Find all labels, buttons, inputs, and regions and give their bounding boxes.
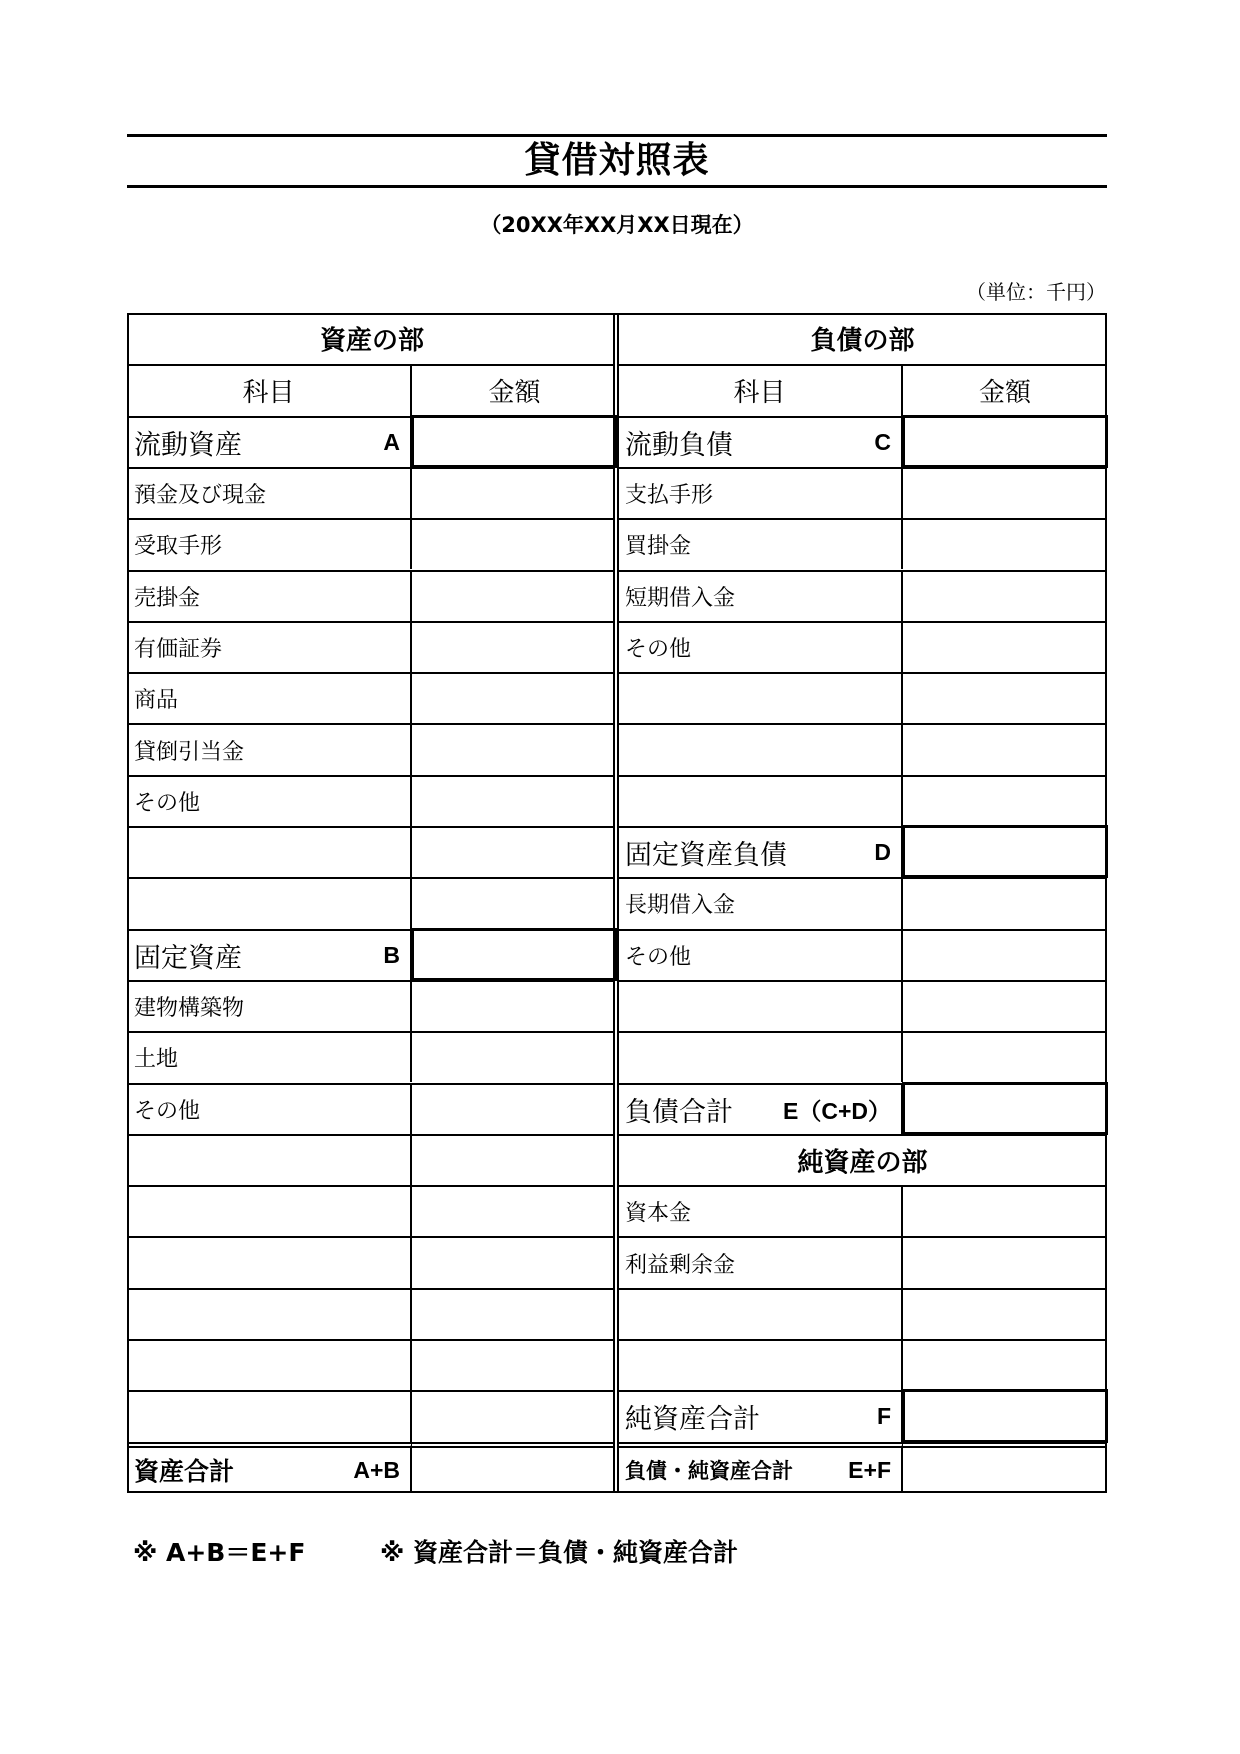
amount-field[interactable] (903, 570, 1107, 621)
account-name-cell (618, 518, 903, 569)
liabilities-section-title: 負債の部 (810, 326, 915, 357)
amount-field[interactable] (412, 1236, 617, 1287)
amount-field[interactable] (412, 1185, 617, 1236)
table-row (618, 1288, 1107, 1339)
table-row (127, 467, 617, 518)
account-label: 長期借入金 (625, 893, 736, 919)
table-row (618, 1083, 1107, 1134)
table-row (618, 826, 1107, 877)
account-name-cell (127, 570, 412, 621)
account-name-cell (127, 1288, 412, 1339)
account-label: 短期借入金 (625, 585, 736, 611)
account-mark: E+F (848, 1456, 891, 1483)
table-row (127, 877, 617, 928)
subtotal-amount-field[interactable] (903, 826, 1107, 877)
account-label: 預金及び現金 (134, 483, 267, 509)
account-mark: A (383, 428, 400, 455)
table-row (618, 877, 1107, 928)
account-name-cell (127, 518, 412, 569)
account-mark: F (876, 1403, 891, 1430)
account-label: 負債・純資産合計 (625, 1459, 793, 1484)
footer-note-formula: ※ A+B＝E+F (133, 1538, 306, 1567)
account-name-cell (618, 416, 903, 467)
account-name-cell (618, 929, 903, 980)
account-name-cell (127, 467, 412, 518)
account-name-cell (127, 775, 412, 826)
account-name-cell (127, 929, 412, 980)
assets-column-header-row (127, 364, 617, 415)
account-name-cell (618, 775, 903, 826)
table-row (618, 416, 1107, 467)
amount-field[interactable] (412, 1339, 617, 1390)
liabilities-header-row (618, 313, 1107, 364)
table-row (618, 1236, 1107, 1287)
account-name-cell (618, 723, 903, 774)
title-rule-bottom (127, 185, 1107, 188)
amount-field[interactable] (412, 1442, 617, 1493)
account-name-cell (618, 1390, 903, 1441)
table-row (618, 621, 1107, 672)
amount-field[interactable] (903, 621, 1107, 672)
account-label: その他 (625, 944, 692, 970)
account-name-cell (618, 570, 903, 621)
table-row (127, 621, 617, 672)
account-label: 商品 (134, 688, 179, 714)
assets-total-row (127, 1442, 617, 1493)
table-row (618, 518, 1107, 569)
table-row (127, 416, 617, 467)
account-label: 純資産合計 (625, 1404, 760, 1436)
account-label: 買掛金 (625, 534, 692, 560)
liabilities-section (618, 313, 1107, 1493)
account-name-cell (127, 980, 412, 1031)
account-label: 資産合計 (134, 1457, 235, 1487)
subtotal-amount-field[interactable] (903, 1083, 1107, 1134)
table-row (618, 467, 1107, 518)
amount-field[interactable] (903, 467, 1107, 518)
amount-field[interactable] (412, 723, 617, 774)
assets-section-title: 資産の部 (319, 326, 424, 357)
net-assets-header-row (618, 1134, 1107, 1185)
account-name-cell (127, 1031, 412, 1082)
account-label: 支払手形 (625, 483, 714, 509)
amount-field[interactable] (412, 1390, 617, 1441)
account-name-cell (618, 1031, 903, 1082)
account-label: 負債合計 (625, 1096, 733, 1128)
amount-field[interactable] (903, 1442, 1107, 1493)
liabilities-col-amount: 金額 (903, 364, 1107, 415)
amount-field[interactable] (412, 672, 617, 723)
table-row (618, 1185, 1107, 1236)
amount-field[interactable] (903, 877, 1107, 928)
amount-field[interactable] (903, 723, 1107, 774)
account-label: 有価証券 (134, 636, 223, 662)
account-name-cell (127, 1442, 412, 1493)
account-name-cell (127, 1134, 412, 1185)
amount-field[interactable] (412, 1031, 617, 1082)
table-row (127, 672, 617, 723)
assets-col-subject: 科目 (127, 364, 412, 415)
amount-field[interactable] (412, 621, 617, 672)
liabilities-col-subject: 科目 (618, 364, 903, 415)
account-name-cell (618, 1442, 903, 1493)
account-mark: B (383, 941, 400, 968)
grand-total-row (618, 1442, 1107, 1493)
amount-field[interactable] (412, 980, 617, 1031)
amount-field[interactable] (412, 1083, 617, 1134)
amount-field[interactable] (412, 518, 617, 569)
table-row (618, 929, 1107, 980)
account-name-cell (127, 416, 412, 467)
assets-col-amount: 金額 (412, 364, 617, 415)
amount-field[interactable] (903, 1339, 1107, 1390)
balance-sheet-table (127, 313, 1107, 1493)
table-row (127, 1031, 617, 1082)
assets-section (127, 313, 617, 1493)
account-name-cell (618, 672, 903, 723)
amount-field[interactable] (903, 518, 1107, 569)
account-mark: D (874, 839, 891, 866)
account-label: 固定資産 (134, 942, 242, 974)
amount-field[interactable] (903, 1185, 1107, 1236)
account-name-cell (127, 1185, 412, 1236)
table-row (127, 826, 617, 877)
account-name-cell (618, 877, 903, 928)
amount-field[interactable] (412, 826, 617, 877)
table-row (618, 672, 1107, 723)
center-double-divider (613, 313, 619, 1493)
table-row (127, 980, 617, 1031)
amount-field[interactable] (412, 775, 617, 826)
amount-field[interactable] (903, 929, 1107, 980)
account-name-cell (618, 621, 903, 672)
subtotal-amount-field[interactable] (903, 1390, 1107, 1441)
account-name-cell (618, 467, 903, 518)
account-label: 固定資産負債 (625, 840, 787, 872)
table-row (127, 1236, 617, 1287)
account-mark: A+B (353, 1456, 400, 1483)
table-row (618, 980, 1107, 1031)
account-label: 利益剰余金 (625, 1252, 736, 1278)
subtotal-amount-field[interactable] (412, 929, 617, 980)
account-name-cell (127, 1083, 412, 1134)
table-row (618, 1339, 1107, 1390)
account-label: 建物構築物 (134, 996, 245, 1022)
document-title: 貸借対照表 (524, 140, 710, 181)
account-name-cell (127, 1236, 412, 1287)
net-assets-section-title: 純資産の部 (618, 1134, 1107, 1185)
account-name-cell (127, 826, 412, 877)
table-row (127, 1288, 617, 1339)
table-row (618, 570, 1107, 621)
account-mark: C (874, 428, 891, 455)
account-label: 流動資産 (134, 429, 242, 461)
account-name-cell (618, 1236, 903, 1287)
account-label: 資本金 (625, 1201, 692, 1227)
table-row (127, 570, 617, 621)
amount-field[interactable] (412, 467, 617, 518)
account-name-cell (618, 826, 903, 877)
account-mark: E（C+D） (783, 1097, 891, 1124)
assets-header-row (127, 313, 617, 364)
account-name-cell (127, 877, 412, 928)
account-name-cell (127, 1390, 412, 1441)
account-name-cell (618, 980, 903, 1031)
table-row (618, 775, 1107, 826)
table-row (127, 1390, 617, 1441)
table-row (127, 1083, 617, 1134)
amount-field[interactable] (903, 1236, 1107, 1287)
table-row (127, 929, 617, 980)
table-row (127, 1134, 617, 1185)
table-row (127, 723, 617, 774)
footer-note-description: ※ 資産合計＝負債・純資産合計 (380, 1538, 739, 1567)
account-label: 売掛金 (134, 585, 201, 611)
account-name-cell (127, 723, 412, 774)
amount-field[interactable] (903, 672, 1107, 723)
amount-field[interactable] (412, 877, 617, 928)
amount-field[interactable] (412, 570, 617, 621)
table-row (127, 1185, 617, 1236)
table-row (127, 775, 617, 826)
account-label: その他 (134, 790, 201, 816)
account-name-cell (127, 672, 412, 723)
amount-field[interactable] (412, 1134, 617, 1185)
table-row (127, 518, 617, 569)
table-row (618, 723, 1107, 774)
account-label: その他 (625, 636, 692, 662)
table-row (127, 1339, 617, 1390)
subtotal-amount-field[interactable] (903, 416, 1107, 467)
account-label: 受取手形 (134, 534, 223, 560)
account-label: 土地 (134, 1047, 179, 1073)
table-row (618, 1390, 1107, 1441)
as-of-date: （20XX年XX月XX日現在） (480, 213, 754, 237)
subtotal-amount-field[interactable] (412, 416, 617, 467)
amount-field[interactable] (903, 1031, 1107, 1082)
account-name-cell (618, 1339, 903, 1390)
liabilities-column-header-row (618, 364, 1107, 415)
account-label: その他 (134, 1098, 201, 1124)
amount-field[interactable] (903, 775, 1107, 826)
amount-field[interactable] (903, 1288, 1107, 1339)
account-label: 貸倒引当金 (134, 739, 245, 765)
account-name-cell (618, 1288, 903, 1339)
account-label: 流動負債 (625, 429, 733, 461)
account-name-cell (618, 1185, 903, 1236)
amount-field[interactable] (412, 1288, 617, 1339)
amount-field[interactable] (903, 980, 1107, 1031)
account-name-cell (127, 621, 412, 672)
account-name-cell (127, 1339, 412, 1390)
table-row (618, 1031, 1107, 1082)
account-name-cell (618, 1083, 903, 1134)
unit-label: （単位：千円） (966, 280, 1106, 304)
